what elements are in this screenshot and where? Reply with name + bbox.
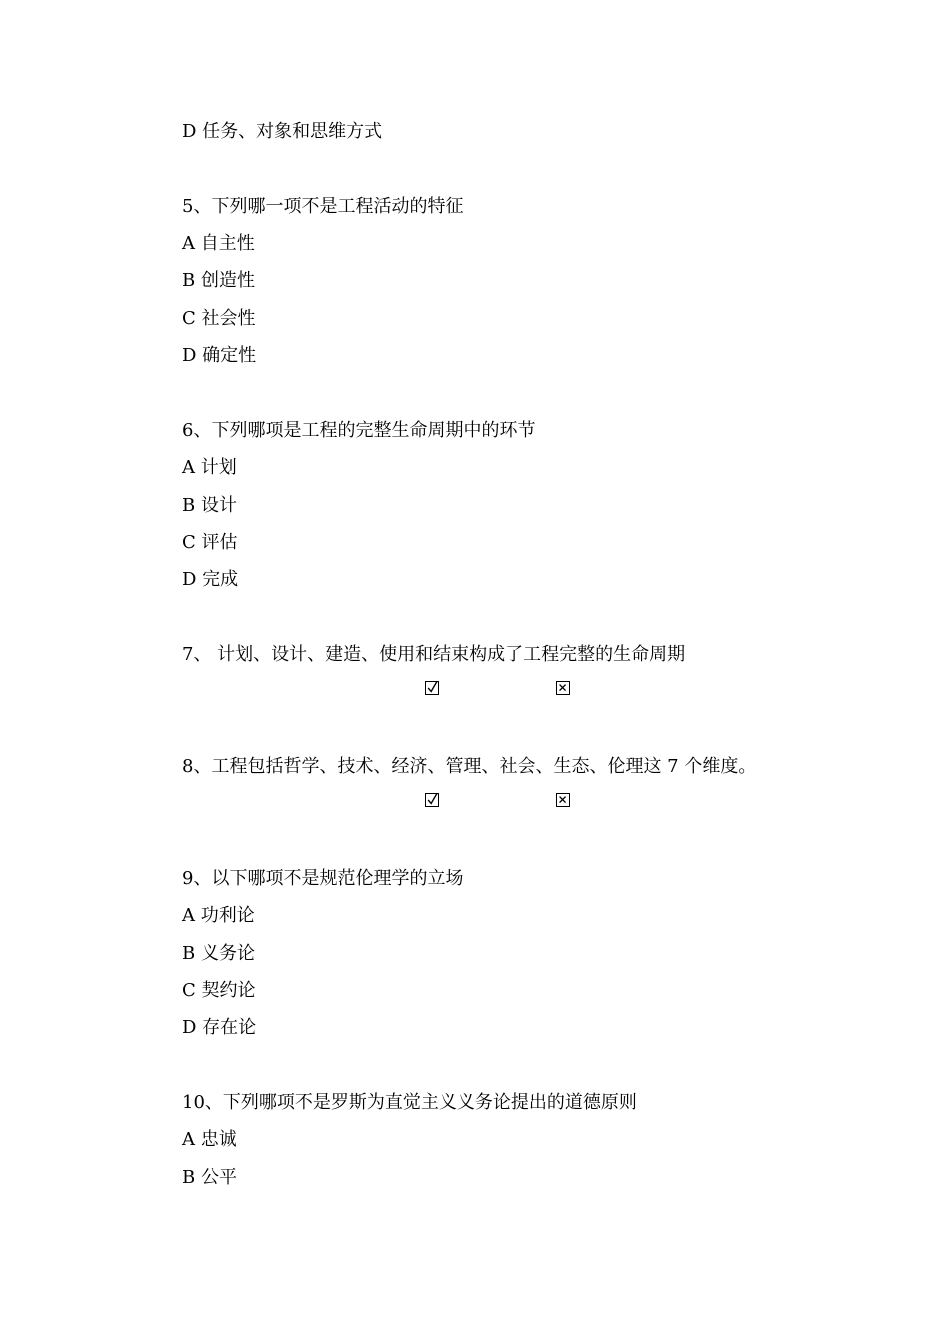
q5-question: 5、下列哪一项不是工程活动的特征 — [182, 196, 464, 217]
q10-option-a: A 忠诚 — [182, 1129, 237, 1150]
q8-question: 8、工程包括哲学、技术、经济、管理、社会、生态、伦理这 7 个维度。 — [182, 756, 757, 777]
checked-box-icon[interactable] — [425, 681, 439, 695]
q10-option-b: B 公平 — [182, 1167, 237, 1188]
checkmark-icon — [426, 794, 438, 806]
crossed-box-icon[interactable] — [556, 793, 570, 807]
q8-true-false-row — [0, 793, 950, 813]
q9-option-d: D 存在论 — [182, 1017, 257, 1038]
q9-option-a: A 功利论 — [182, 905, 255, 926]
q6-question: 6、下列哪项是工程的完整生命周期中的环节 — [182, 420, 536, 441]
q6-option-d: D 完成 — [182, 569, 239, 590]
q10-question: 10、下列哪项不是罗斯为直觉主义义务论提出的道德原则 — [182, 1092, 637, 1113]
q9-option-b: B 义务论 — [182, 943, 255, 964]
q5-option-a: A 自主性 — [182, 233, 255, 254]
q4-option-d: D 任务、对象和思维方式 — [182, 121, 383, 142]
checkmark-icon — [426, 682, 438, 694]
q7-question: 7、 计划、设计、建造、使用和结束构成了工程完整的生命周期 — [182, 644, 686, 665]
cross-icon — [557, 682, 569, 694]
crossed-box-icon[interactable] — [556, 681, 570, 695]
q6-option-c: C 评估 — [182, 532, 238, 553]
cross-icon — [557, 794, 569, 806]
checked-box-icon[interactable] — [425, 793, 439, 807]
q5-option-b: B 创造性 — [182, 270, 255, 291]
q5-option-c: C 社会性 — [182, 308, 256, 329]
q9-question: 9、以下哪项不是规范伦理学的立场 — [182, 868, 464, 889]
q7-true-false-row — [0, 681, 950, 701]
q9-option-c: C 契约论 — [182, 980, 256, 1001]
q5-option-d: D 确定性 — [182, 345, 257, 366]
q6-option-a: A 计划 — [182, 457, 237, 478]
q6-option-b: B 设计 — [182, 495, 237, 516]
